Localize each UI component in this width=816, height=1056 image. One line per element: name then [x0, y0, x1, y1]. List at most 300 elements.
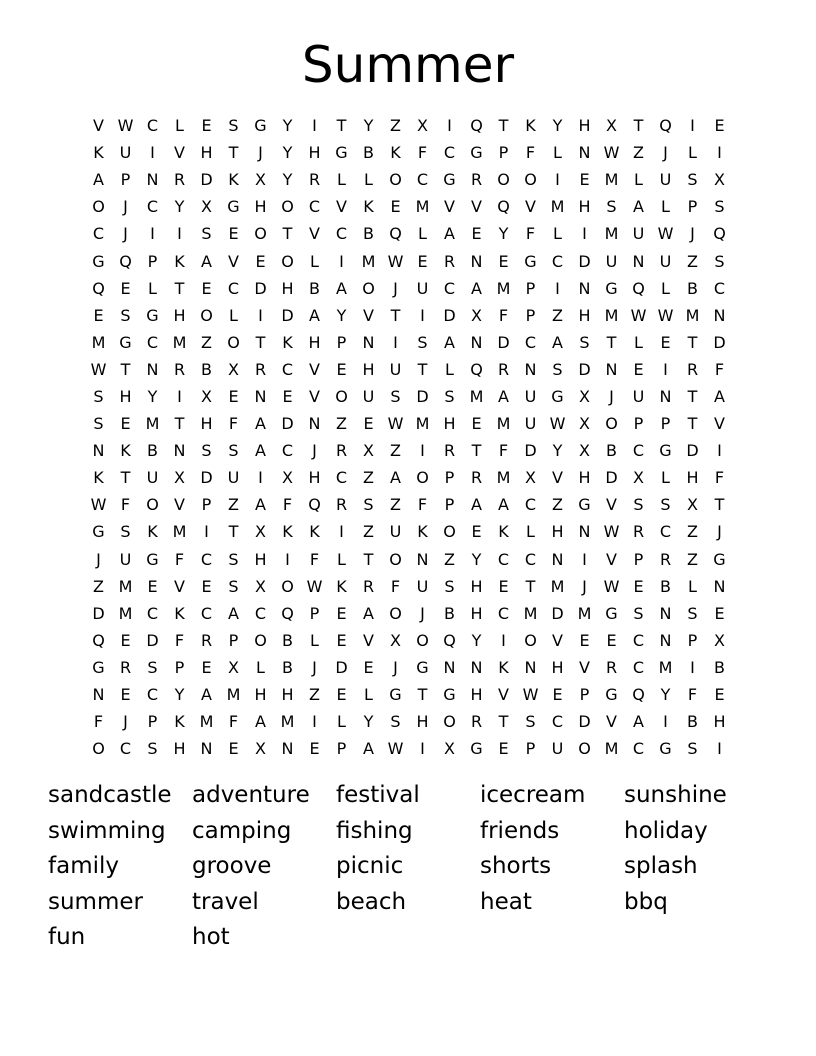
grid-letter: I [258, 468, 263, 488]
grid-letter: G [389, 685, 402, 705]
grid-letter: G [254, 116, 267, 136]
grid-letter: J [123, 224, 128, 244]
grid-letter: E [201, 116, 212, 136]
grid-letter: I [420, 441, 425, 461]
grid-letter: Y [552, 441, 563, 461]
grid-letter: E [579, 170, 590, 190]
grid-letter: N [416, 549, 429, 569]
grid-letter: I [663, 712, 668, 732]
grid-letter: C [281, 359, 294, 379]
grid-letter: V [552, 630, 563, 650]
grid-letter: P [579, 685, 590, 705]
grid-letter: Y [282, 143, 293, 163]
grid-letter: Y [660, 685, 671, 705]
grid-letter: E [282, 386, 293, 406]
grid-letter: U [389, 522, 402, 542]
grid-letter: K [228, 170, 239, 190]
grid-letter: T [228, 143, 239, 163]
grid-letter: V [93, 116, 104, 136]
grid-row [85, 573, 733, 600]
grid-letter: M [604, 739, 619, 759]
grid-letter: F [228, 414, 239, 434]
grid-letter: M [577, 603, 592, 623]
grid-letter: A [444, 332, 455, 352]
grid-letter: G [335, 143, 348, 163]
grid-letter: K [417, 522, 428, 542]
grid-letter: T [525, 576, 536, 596]
grid-letter: E [336, 603, 347, 623]
grid-letter: E [471, 414, 482, 434]
grid-letter: B [687, 712, 698, 732]
grid-letter: O [443, 712, 456, 732]
grid-letter: J [690, 224, 695, 244]
word-list-item: picnic [336, 853, 404, 879]
grid-letter: R [173, 170, 186, 190]
grid-letter: O [524, 630, 537, 650]
grid-letter: F [282, 495, 293, 515]
grid-letter: U [227, 468, 240, 488]
word-list-item: fun [48, 924, 86, 950]
grid-letter: N [578, 278, 591, 298]
grid-letter: M [199, 712, 214, 732]
grid-letter: F [93, 712, 104, 732]
grid-row [85, 356, 733, 383]
grid-letter: C [524, 495, 537, 515]
grid-letter: Y [336, 305, 347, 325]
grid-letter: O [389, 603, 402, 623]
grid-letter: N [254, 386, 267, 406]
grid-letter: E [228, 386, 239, 406]
grid-letter: D [335, 657, 348, 677]
grid-letter: B [660, 576, 671, 596]
grid-letter: T [363, 549, 374, 569]
grid-letter: N [146, 359, 159, 379]
grid-letter: N [281, 739, 294, 759]
grid-letter: E [633, 576, 644, 596]
grid-letter: N [470, 657, 483, 677]
grid-letter: Y [282, 116, 293, 136]
grid-letter: X [228, 657, 239, 677]
grid-letter: I [420, 739, 425, 759]
grid-letter: Q [497, 197, 510, 217]
grid-letter: O [335, 386, 348, 406]
grid-letter: C [443, 278, 456, 298]
word-list-item: groove [192, 853, 272, 879]
grid-letter: H [551, 522, 564, 542]
grid-row [85, 437, 733, 464]
grid-letter: X [579, 386, 590, 406]
grid-letter: R [605, 657, 618, 677]
grid-letter: K [282, 332, 293, 352]
grid-letter: N [470, 332, 483, 352]
grid-letter: M [172, 522, 187, 542]
grid-letter: L [553, 224, 562, 244]
grid-row [85, 329, 733, 356]
grid-letter: H [578, 116, 591, 136]
grid-letter: S [93, 386, 104, 406]
grid-row [85, 708, 733, 735]
grid-letter: X [444, 739, 455, 759]
grid-letter: X [255, 522, 266, 542]
grid-letter: C [632, 441, 645, 461]
grid-letter: C [254, 603, 267, 623]
grid-letter: S [201, 441, 212, 461]
grid-letter: S [552, 359, 563, 379]
grid-letter: B [714, 657, 725, 677]
grid-letter: Z [390, 495, 401, 515]
grid-letter: V [309, 359, 320, 379]
grid-letter: K [498, 657, 509, 677]
grid-letter: V [174, 143, 185, 163]
grid-letter: K [390, 143, 401, 163]
grid-letter: G [146, 549, 159, 569]
grid-letter: B [282, 630, 293, 650]
grid-letter: C [713, 278, 726, 298]
word-list-item: icecream [480, 782, 586, 808]
grid-letter: I [393, 332, 398, 352]
grid-letter: L [688, 143, 697, 163]
grid-letter: N [92, 441, 105, 461]
grid-letter: R [335, 441, 348, 461]
grid-letter: H [308, 332, 321, 352]
grid-letter: G [605, 278, 618, 298]
grid-letter: C [497, 549, 510, 569]
grid-letter: S [444, 576, 455, 596]
grid-letter: E [606, 630, 617, 650]
grid-letter: D [686, 441, 699, 461]
grid-letter: O [605, 414, 618, 434]
grid-letter: F [390, 576, 401, 596]
grid-letter: E [93, 305, 104, 325]
grid-letter: A [471, 278, 482, 298]
grid-letter: Y [471, 630, 482, 650]
grid-letter: I [690, 116, 695, 136]
grid-letter: A [471, 495, 482, 515]
grid-letter: A [714, 386, 725, 406]
grid-letter: P [444, 468, 455, 488]
grid-letter: H [470, 685, 483, 705]
grid-letter: S [687, 603, 698, 623]
grid-letter: I [312, 712, 317, 732]
grid-letter: F [714, 359, 725, 379]
grid-letter: F [120, 495, 131, 515]
grid-row [85, 681, 733, 708]
grid-letter: A [93, 170, 104, 190]
grid-letter: D [605, 468, 618, 488]
grid-letter: C [146, 332, 159, 352]
grid-letter: I [555, 278, 560, 298]
grid-letter: L [634, 332, 643, 352]
grid-letter: D [578, 359, 591, 379]
grid-letter: C [200, 549, 213, 569]
grid-letter: H [713, 712, 726, 732]
grid-letter: N [173, 441, 186, 461]
grid-letter: H [578, 197, 591, 217]
grid-letter: T [174, 278, 185, 298]
grid-letter: I [717, 143, 722, 163]
grid-letter: H [578, 468, 591, 488]
grid-letter: S [201, 224, 212, 244]
grid-letter: B [363, 143, 374, 163]
grid-letter: X [255, 576, 266, 596]
grid-letter: W [630, 305, 647, 325]
grid-letter: U [119, 549, 132, 569]
grid-letter: H [416, 712, 429, 732]
grid-letter: F [687, 685, 698, 705]
grid-letter: M [415, 197, 430, 217]
grid-letter: J [582, 576, 587, 596]
grid-letter: C [335, 468, 348, 488]
grid-letter: S [606, 197, 617, 217]
grid-letter: N [659, 603, 672, 623]
grid-letter: H [308, 143, 321, 163]
grid-row [85, 518, 733, 545]
grid-letter: Q [281, 603, 294, 623]
grid-letter: L [148, 278, 157, 298]
grid-letter: C [497, 603, 510, 623]
grid-letter: A [255, 414, 266, 434]
grid-letter: P [336, 332, 347, 352]
grid-letter: N [578, 522, 591, 542]
grid-letter: N [632, 251, 645, 271]
grid-letter: L [661, 278, 670, 298]
grid-letter: M [469, 386, 484, 406]
grid-letter: L [526, 522, 535, 542]
grid-letter: H [443, 414, 456, 434]
grid-letter: H [200, 414, 213, 434]
grid-letter: G [605, 685, 618, 705]
grid-letter: P [336, 739, 347, 759]
grid-row [85, 546, 733, 573]
word-list-item: fishing [336, 817, 413, 844]
grid-letter: F [714, 468, 725, 488]
grid-letter: Y [363, 116, 374, 136]
grid-letter: W [603, 576, 620, 596]
grid-letter: M [361, 251, 376, 271]
grid-letter: E [498, 739, 509, 759]
grid-letter: C [146, 116, 159, 136]
grid-letter: X [255, 739, 266, 759]
grid-letter: Y [552, 116, 563, 136]
grid-letter: I [555, 170, 560, 190]
grid-letter: A [633, 712, 644, 732]
word-list-item: beach [336, 888, 407, 915]
grid-letter: W [387, 414, 404, 434]
grid-letter: T [120, 468, 131, 488]
grid-letter: D [416, 386, 429, 406]
grid-letter: E [336, 630, 347, 650]
grid-letter: S [579, 332, 590, 352]
grid-letter: U [524, 414, 537, 434]
grid-letter: Z [201, 332, 212, 352]
grid-letter: G [605, 603, 618, 623]
grid-letter: C [200, 603, 213, 623]
grid-letter: T [498, 712, 509, 732]
grid-letter: A [363, 603, 374, 623]
grid-letter: I [285, 549, 290, 569]
grid-letter: O [227, 332, 240, 352]
grid-letter: G [92, 251, 105, 271]
word-list-item: summer [48, 888, 143, 915]
grid-letter: K [174, 251, 185, 271]
word-list-item: sandcastle [48, 782, 172, 808]
grid-letter: N [146, 170, 159, 190]
word-list-item: shorts [480, 853, 552, 879]
grid-letter: T [687, 386, 698, 406]
letter-grid [85, 112, 733, 762]
grid-letter: M [415, 414, 430, 434]
grid-letter: B [444, 603, 455, 623]
grid-letter: V [606, 549, 617, 569]
grid-letter: C [92, 224, 105, 244]
grid-letter: O [362, 278, 375, 298]
grid-letter: P [120, 170, 131, 190]
grid-letter: Y [282, 170, 293, 190]
grid-letter: F [174, 549, 185, 569]
grid-letter: J [312, 441, 317, 461]
grid-letter: C [146, 197, 159, 217]
grid-letter: L [418, 224, 427, 244]
grid-letter: O [416, 630, 429, 650]
grid-letter: V [174, 495, 185, 515]
grid-letter: M [145, 414, 160, 434]
grid-letter: J [420, 603, 425, 623]
grid-letter: M [496, 414, 511, 434]
grid-letter: Z [390, 441, 401, 461]
grid-letter: C [524, 549, 537, 569]
grid-letter: D [524, 441, 537, 461]
grid-letter: T [282, 224, 293, 244]
grid-row [85, 464, 733, 491]
grid-letter: X [525, 468, 536, 488]
grid-letter: Z [552, 305, 563, 325]
grid-letter: T [336, 116, 347, 136]
grid-letter: V [579, 657, 590, 677]
grid-letter: W [306, 576, 323, 596]
grid-letter: H [686, 468, 699, 488]
grid-letter: J [258, 143, 263, 163]
grid-letter: W [90, 359, 107, 379]
grid-letter: W [387, 251, 404, 271]
grid-letter: Q [308, 495, 321, 515]
grid-letter: T [174, 414, 185, 434]
grid-letter: G [92, 522, 105, 542]
grid-letter: Z [444, 549, 455, 569]
grid-letter: G [659, 441, 672, 461]
grid-letter: S [714, 197, 725, 217]
word-list-item: splash [624, 853, 698, 879]
grid-letter: I [690, 657, 695, 677]
grid-letter: S [120, 522, 131, 542]
grid-letter: E [309, 739, 320, 759]
grid-letter: J [123, 197, 128, 217]
grid-letter: X [363, 441, 374, 461]
grid-letter: V [444, 197, 455, 217]
grid-letter: I [150, 224, 155, 244]
grid-letter: P [309, 603, 320, 623]
grid-letter: E [201, 657, 212, 677]
grid-letter: D [443, 305, 456, 325]
grid-letter: Y [498, 224, 509, 244]
grid-letter: X [201, 386, 212, 406]
grid-letter: E [228, 224, 239, 244]
grid-letter: G [92, 657, 105, 677]
grid-letter: S [363, 495, 374, 515]
grid-letter: O [497, 170, 510, 190]
grid-row [85, 302, 733, 329]
grid-letter: Q [632, 278, 645, 298]
grid-letter: Z [363, 468, 374, 488]
grid-letter: L [553, 143, 562, 163]
grid-letter: M [172, 332, 187, 352]
grid-letter: W [603, 522, 620, 542]
grid-letter: X [579, 414, 590, 434]
grid-letter: J [393, 278, 398, 298]
grid-letter: D [200, 170, 213, 190]
grid-letter: I [717, 441, 722, 461]
grid-letter: O [92, 197, 105, 217]
grid-letter: Y [174, 197, 185, 217]
grid-letter: A [633, 197, 644, 217]
grid-letter: M [496, 278, 511, 298]
grid-letter: C [146, 603, 159, 623]
grid-letter: W [657, 224, 674, 244]
grid-letter: M [118, 603, 133, 623]
grid-letter: I [663, 359, 668, 379]
grid-letter: A [201, 685, 212, 705]
grid-letter: G [416, 657, 429, 677]
grid-letter: C [659, 522, 672, 542]
grid-letter: X [417, 116, 428, 136]
grid-letter: V [714, 414, 725, 434]
grid-letter: D [578, 712, 591, 732]
grid-letter: N [470, 251, 483, 271]
grid-letter: F [228, 712, 239, 732]
grid-letter: Q [92, 630, 105, 650]
grid-letter: R [497, 359, 510, 379]
grid-letter: Z [687, 522, 698, 542]
grid-letter: K [525, 116, 536, 136]
grid-letter: I [150, 143, 155, 163]
grid-letter: M [118, 576, 133, 596]
grid-letter: D [281, 414, 294, 434]
grid-letter: O [524, 170, 537, 190]
grid-letter: C [227, 278, 240, 298]
grid-letter: A [336, 278, 347, 298]
grid-letter: O [254, 630, 267, 650]
grid-letter: N [362, 332, 375, 352]
grid-letter: G [578, 495, 591, 515]
grid-letter: N [659, 630, 672, 650]
grid-letter: S [444, 386, 455, 406]
grid-letter: I [339, 522, 344, 542]
grid-letter: P [228, 630, 239, 650]
grid-letter: R [362, 576, 375, 596]
grid-letter: T [120, 359, 131, 379]
grid-letter: W [117, 116, 134, 136]
grid-letter: E [120, 278, 131, 298]
grid-letter: A [201, 251, 212, 271]
grid-letter: O [389, 549, 402, 569]
grid-letter: I [339, 251, 344, 271]
grid-letter: R [443, 441, 456, 461]
grid-letter: P [525, 278, 536, 298]
grid-letter: P [660, 414, 671, 434]
grid-letter: Z [633, 143, 644, 163]
grid-letter: K [174, 603, 185, 623]
grid-letter: I [177, 386, 182, 406]
grid-letter: E [552, 685, 563, 705]
